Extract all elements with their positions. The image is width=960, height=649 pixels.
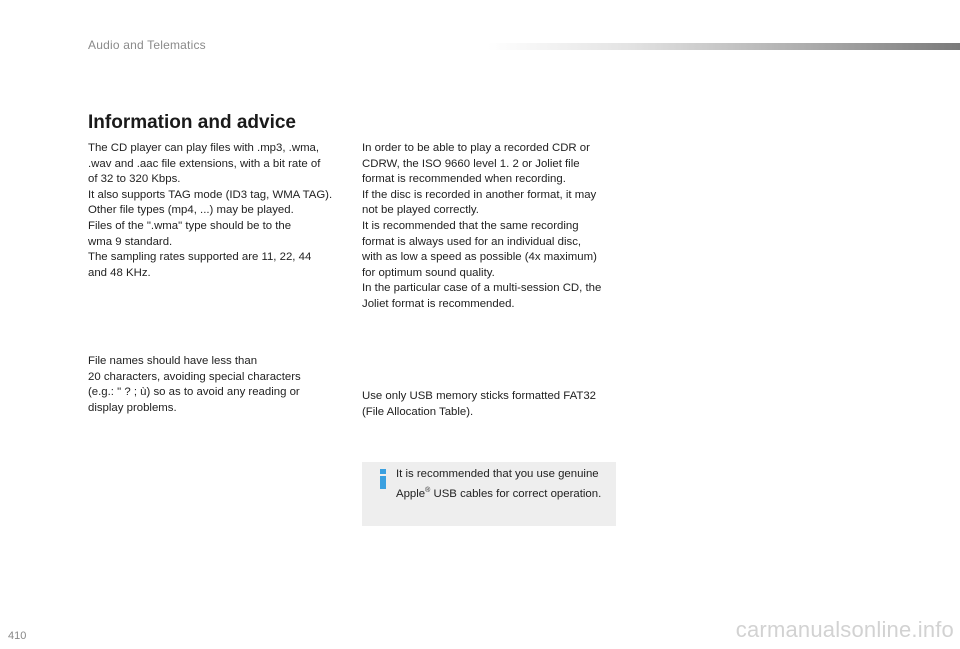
watermark: carmanualsonline.info [735, 617, 954, 642]
paragraph-file-names: File names should have less than 20 characters, avoiding special characters (e.g.: " ? ; ù) so as to avoid any reading or display problems. [88, 355, 301, 414]
header-gradient-bar [488, 43, 960, 50]
page-number: 410 [8, 630, 27, 642]
page-title: Information and advice [88, 112, 296, 133]
paragraph-usb: Use only USB memory sticks formatted FAT32 (File Allocation Table). [362, 390, 596, 418]
info-icon [376, 469, 390, 489]
paragraph-cd-formats: The CD player can play files with .mp3, .wma, .wav and .aac file extensions, with a bit rate of of 32 to 320 Kbps. It also supports TAG mode (ID3 tag, WMA TAG). Other file types (mp4, ...) may be played. Files of the ".wma" type should be to the wma 9 standard. The sampling rates supported are 11, 22, 44 and 48 KHz. [88, 142, 333, 279]
info-box [362, 462, 616, 526]
section-header: Audio and Telematics [88, 38, 206, 52]
info-text: It is recommended that you use genuine Apple® USB cables for correct operation. [396, 468, 602, 500]
paragraph-recording: In order to be able to play a recorded CDR or CDRW, the ISO 9660 level 1. 2 or Joliet file format is recommended when recording. If the disc is recorded in another format, it may not be played correctly. It is recommended that the same recording format is always used for an individual disc, with as low a speed as possible (4x maximum) for optimum sound quality. In the particular case of a multi-session CD, the Joliet format is recommended. [362, 142, 602, 310]
